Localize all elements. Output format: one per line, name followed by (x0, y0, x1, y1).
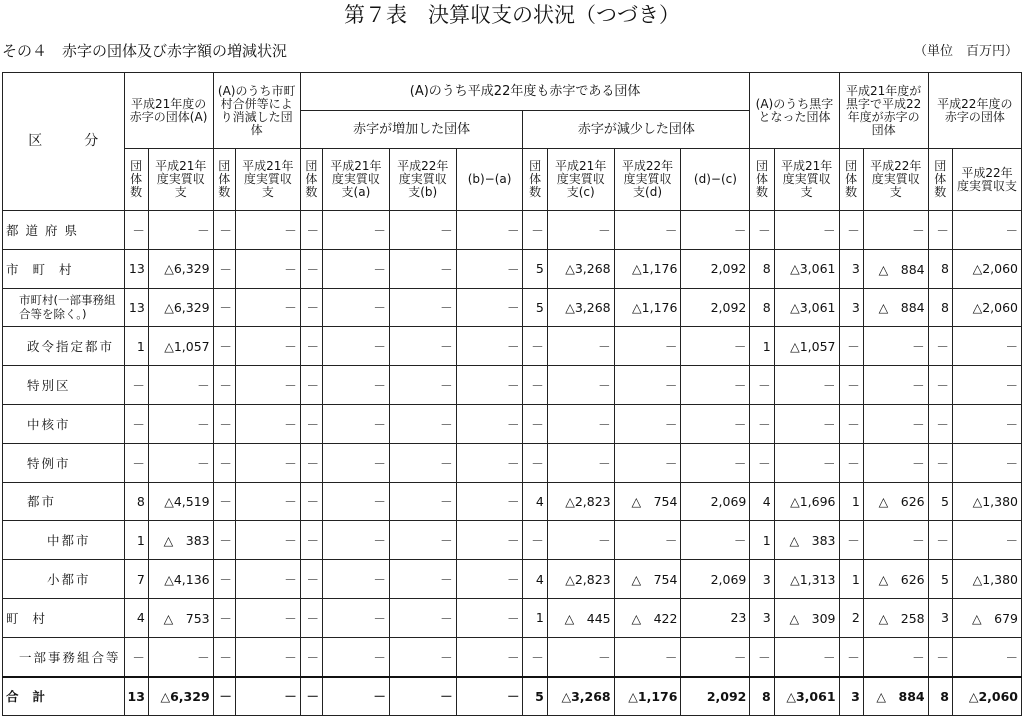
table-cell: － (235, 521, 300, 560)
table-row (3, 404, 1022, 443)
table-cell: － (863, 637, 928, 676)
table-cell: － (124, 211, 148, 250)
table-cell: － (774, 637, 839, 676)
table-cell: － (389, 327, 456, 366)
table-cell: － (323, 637, 390, 676)
table-cell: － (928, 404, 952, 443)
table-cell: － (952, 637, 1021, 676)
table-cell: － (928, 211, 952, 250)
table-cell: － (213, 366, 235, 405)
unit-label: （単位 百万円） (913, 44, 1018, 59)
table-cell: － (300, 211, 322, 250)
table-cell: － (300, 598, 322, 637)
table-cell: 13 (124, 677, 148, 716)
table-cell: － (863, 211, 928, 250)
header-count: 団体数 (124, 149, 148, 211)
header-count: 団体数 (928, 149, 952, 211)
table-cell: － (300, 677, 322, 716)
table-cell: － (681, 366, 750, 405)
table-cell: － (750, 443, 774, 482)
table-cell: － (614, 637, 681, 676)
table-cell: － (523, 404, 547, 443)
table-cell: － (547, 327, 614, 366)
table-cell: 4 (124, 598, 148, 637)
table-cell: － (213, 404, 235, 443)
table-cell: － (839, 637, 863, 676)
table-cell: △ 258 (863, 598, 928, 637)
table-cell: － (614, 404, 681, 443)
table-cell: 4 (523, 482, 547, 521)
table-cell: △3,268 (547, 288, 614, 327)
table-cell: － (681, 443, 750, 482)
header-real21: 平成21年度実質収支 (774, 149, 839, 211)
table-cell: 8 (124, 482, 148, 521)
table-cell: － (523, 521, 547, 560)
table-cell: △2,060 (952, 677, 1021, 716)
table-row (3, 521, 1022, 560)
table-cell: △ 754 (614, 482, 681, 521)
table-cell: 3 (750, 598, 774, 637)
row-label: 一部事務組合等 (3, 637, 125, 676)
table-cell: △1,380 (952, 560, 1021, 599)
table-cell: － (235, 288, 300, 327)
table-cell: － (235, 404, 300, 443)
table-cell: 1 (839, 560, 863, 599)
table-cell: 3 (839, 288, 863, 327)
table-cell: △ 884 (863, 249, 928, 288)
table-cell: － (148, 211, 213, 250)
table-cell: △2,060 (952, 249, 1021, 288)
header-h22-deficit: 平成22年度の赤字の団体 (928, 73, 1021, 149)
table-cell: － (124, 637, 148, 676)
header-real22b: 平成22年度実質収支(b) (389, 149, 456, 211)
table-cell: － (213, 637, 235, 676)
table-cell: 2,092 (681, 249, 750, 288)
table-cell: 2,069 (681, 482, 750, 521)
table-cell: － (774, 404, 839, 443)
table-cell: － (213, 211, 235, 250)
table-cell: － (614, 211, 681, 250)
header-real21c: 平成21年度実質収支(c) (547, 149, 614, 211)
table-cell: － (148, 404, 213, 443)
table-cell: △2,823 (547, 482, 614, 521)
table-cell: － (750, 211, 774, 250)
table-cell: 5 (523, 677, 547, 716)
table-cell: － (750, 637, 774, 676)
row-label: 特例市 (3, 443, 125, 482)
table-cell: － (300, 443, 322, 482)
table-cell: 8 (750, 249, 774, 288)
row-label: 中都市 (3, 521, 125, 560)
table-cell: － (124, 443, 148, 482)
row-label: 中核市 (3, 404, 125, 443)
table-cell: △2,060 (952, 288, 1021, 327)
table-cell: △2,823 (547, 560, 614, 599)
table-cell: － (323, 288, 390, 327)
table-cell: － (681, 327, 750, 366)
table-cell: － (750, 366, 774, 405)
header-real21: 平成21年度実質収支 (235, 149, 300, 211)
table-cell: － (614, 443, 681, 482)
header-count: 団体数 (213, 149, 235, 211)
table-cell: － (750, 404, 774, 443)
row-label: 小都市 (3, 560, 125, 599)
table-cell: － (547, 637, 614, 676)
table-cell: 5 (523, 288, 547, 327)
table-cell: － (774, 211, 839, 250)
table-cell: 2,092 (681, 677, 750, 716)
table-cell: △ 753 (148, 598, 213, 637)
table-cell: 23 (681, 598, 750, 637)
table-cell: 8 (750, 677, 774, 716)
table-cell: － (213, 560, 235, 599)
header-real22d: 平成22年度実質収支(d) (614, 149, 681, 211)
table-cell: △1,380 (952, 482, 1021, 521)
table-cell: 5 (523, 249, 547, 288)
table-cell: 2 (839, 598, 863, 637)
table-cell: △3,061 (774, 288, 839, 327)
table-cell: － (863, 443, 928, 482)
header-count: 団体数 (523, 149, 547, 211)
table-cell: － (952, 404, 1021, 443)
table-cell: △ 383 (148, 521, 213, 560)
table-cell: △1,176 (614, 288, 681, 327)
table-cell: △ 754 (614, 560, 681, 599)
table-cell: 8 (750, 288, 774, 327)
table-cell: － (456, 560, 523, 599)
table-cell: 3 (928, 598, 952, 637)
table-cell: － (124, 366, 148, 405)
table-cell: 8 (928, 249, 952, 288)
table-cell: － (456, 211, 523, 250)
table-cell: － (213, 288, 235, 327)
table-cell: － (213, 598, 235, 637)
header-count: 団体数 (750, 149, 774, 211)
table-cell: △1,176 (614, 249, 681, 288)
table-cell: － (547, 404, 614, 443)
table-cell: － (300, 482, 322, 521)
table-cell: － (235, 443, 300, 482)
table-cell: － (300, 288, 322, 327)
table-cell: － (235, 211, 300, 250)
table-cell: △ 422 (614, 598, 681, 637)
header-black: (A)のうち黒字となった団体 (750, 73, 839, 149)
table-cell: － (523, 443, 547, 482)
table-row (3, 598, 1022, 637)
table-row (3, 366, 1022, 405)
table-cell: － (952, 443, 1021, 482)
table-cell: － (839, 443, 863, 482)
table-cell: － (323, 404, 390, 443)
row-label: 政令指定都市 (3, 327, 125, 366)
table-cell: － (235, 677, 300, 716)
table-cell: △4,519 (148, 482, 213, 521)
table-cell: － (839, 404, 863, 443)
table-cell: － (389, 443, 456, 482)
table-cell: － (456, 637, 523, 676)
table-cell: 1 (124, 521, 148, 560)
table-cell: － (300, 249, 322, 288)
table-cell: △1,313 (774, 560, 839, 599)
table-cell: － (523, 366, 547, 405)
row-label: 特別区 (3, 366, 125, 405)
table-cell: △3,268 (547, 677, 614, 716)
table-cell: － (681, 637, 750, 676)
table-cell: 4 (523, 560, 547, 599)
table-cell: － (323, 249, 390, 288)
table-cell: △ 309 (774, 598, 839, 637)
table-cell: － (235, 560, 300, 599)
header-real21a: 平成21年度実質収支(a) (323, 149, 390, 211)
table-cell: － (456, 482, 523, 521)
row-label: 市町村(一部事務組合等を除く。) (3, 288, 125, 327)
table-cell: △1,057 (774, 327, 839, 366)
table-cell: － (300, 521, 322, 560)
table-cell: － (389, 288, 456, 327)
table-cell: － (863, 404, 928, 443)
table-cell: △6,329 (148, 249, 213, 288)
table-row (3, 637, 1022, 676)
table-cell: △1,176 (614, 677, 681, 716)
row-label: 市町村 (3, 249, 125, 288)
header-merged: (A)のうち市町村合併等により消滅した団体 (213, 73, 300, 149)
table-cell: 3 (839, 249, 863, 288)
table-cell: 2,069 (681, 560, 750, 599)
header-h21-deficit: 平成21年度の赤字の団体(A) (124, 73, 213, 149)
table-cell: － (839, 366, 863, 405)
table-cell: － (456, 366, 523, 405)
table-cell: 13 (124, 249, 148, 288)
table-cell: 1 (839, 482, 863, 521)
table-cell: △1,057 (148, 327, 213, 366)
header-decreased: 赤字が減少した団体 (523, 111, 750, 149)
header-count: 団体数 (839, 149, 863, 211)
table-cell: △ 445 (547, 598, 614, 637)
table-cell: △ 626 (863, 482, 928, 521)
table-cell: － (213, 443, 235, 482)
table-cell: － (863, 366, 928, 405)
header-h21-black-h22-red: 平成21年度が黒字で平成22年度が赤字の団体 (839, 73, 928, 149)
header-real22: 平成22年度実質収支 (952, 149, 1021, 211)
table-cell: － (952, 521, 1021, 560)
table-cell: － (614, 366, 681, 405)
table-cell: － (774, 443, 839, 482)
table-cell: － (323, 560, 390, 599)
table-cell: － (300, 366, 322, 405)
table-cell: － (389, 211, 456, 250)
table-cell: － (523, 211, 547, 250)
table-cell: △3,268 (547, 249, 614, 288)
table-cell: 5 (928, 482, 952, 521)
table-cell: △6,329 (148, 288, 213, 327)
table-cell: － (213, 677, 235, 716)
table-row (3, 560, 1022, 599)
table-cell: △3,061 (774, 249, 839, 288)
table-cell: － (389, 637, 456, 676)
table-cell: － (323, 327, 390, 366)
table-cell: － (148, 366, 213, 405)
table-cell: － (213, 327, 235, 366)
table-cell: － (300, 637, 322, 676)
table-cell: － (389, 366, 456, 405)
table-cell: － (456, 598, 523, 637)
table-cell: － (235, 637, 300, 676)
table-cell: △4,136 (148, 560, 213, 599)
deficit-table (2, 72, 1022, 716)
table-body (3, 211, 1022, 716)
table-row (3, 443, 1022, 482)
table-cell: － (952, 366, 1021, 405)
header-real22: 平成22年度実質収支 (863, 149, 928, 211)
table-cell: － (547, 366, 614, 405)
table-cell: － (547, 211, 614, 250)
table-cell: △ 383 (774, 521, 839, 560)
table-row (3, 249, 1022, 288)
table-cell: － (928, 327, 952, 366)
table-cell: － (952, 327, 1021, 366)
table-cell: － (235, 482, 300, 521)
table-cell: 1 (523, 598, 547, 637)
table-cell: 3 (750, 560, 774, 599)
row-label: 都道府県 (3, 211, 125, 250)
table-cell: － (213, 521, 235, 560)
table-cell: － (323, 482, 390, 521)
table-cell: － (456, 521, 523, 560)
header-count: 団体数 (300, 149, 322, 211)
row-label: 町村 (3, 598, 125, 637)
table-row (3, 211, 1022, 250)
table-cell: － (389, 249, 456, 288)
table-cell: － (863, 521, 928, 560)
header-diff-ba: (b)−(a) (456, 149, 523, 211)
table-cell: － (389, 677, 456, 716)
table-cell: － (456, 677, 523, 716)
table-row (3, 482, 1022, 521)
table-cell: － (456, 443, 523, 482)
table-cell: － (952, 211, 1021, 250)
table-cell: － (928, 443, 952, 482)
table-row (3, 288, 1022, 327)
table-cell: 13 (124, 288, 148, 327)
table-cell: － (235, 249, 300, 288)
table-cell: － (300, 404, 322, 443)
table-cell: － (839, 521, 863, 560)
table-cell: △6,329 (148, 677, 213, 716)
table-cell: 1 (750, 521, 774, 560)
table-cell: － (389, 598, 456, 637)
table-cell: － (523, 327, 547, 366)
table-cell: － (300, 327, 322, 366)
table-cell: － (323, 211, 390, 250)
row-label: 合計 (3, 677, 125, 716)
table-cell: － (148, 443, 213, 482)
table-cell: － (928, 521, 952, 560)
table-cell: － (213, 249, 235, 288)
table-cell: － (681, 521, 750, 560)
table-cell: － (456, 327, 523, 366)
table-cell: 2,092 (681, 288, 750, 327)
table-cell: － (547, 521, 614, 560)
table-cell: － (456, 404, 523, 443)
table-cell: － (389, 560, 456, 599)
table-cell: － (213, 482, 235, 521)
table-cell: － (124, 404, 148, 443)
table-cell: 1 (750, 327, 774, 366)
table-cell: △3,061 (774, 677, 839, 716)
table-cell: － (323, 443, 390, 482)
table-cell: － (389, 521, 456, 560)
table-cell: － (323, 598, 390, 637)
table-cell: － (300, 560, 322, 599)
table-cell: － (323, 677, 390, 716)
table-cell: － (614, 521, 681, 560)
row-label: 都市 (3, 482, 125, 521)
table-cell: － (235, 598, 300, 637)
table-cell: － (456, 249, 523, 288)
table-subtitle: その４ 赤字の団体及び赤字額の増減状況 (2, 42, 288, 60)
table-cell: 3 (839, 677, 863, 716)
header-diff-dc: (d)−(c) (681, 149, 750, 211)
table-cell: － (148, 637, 213, 676)
table-row (3, 327, 1022, 366)
table-cell: － (928, 637, 952, 676)
table-cell: △ 884 (863, 288, 928, 327)
header-real21: 平成21年度実質収支 (148, 149, 213, 211)
table-cell: － (681, 404, 750, 443)
table-cell: 1 (124, 327, 148, 366)
table-cell: － (863, 327, 928, 366)
table-cell: 5 (928, 560, 952, 599)
table-cell: － (523, 637, 547, 676)
table-cell: △1,696 (774, 482, 839, 521)
table-cell: － (235, 366, 300, 405)
table-cell: 8 (928, 288, 952, 327)
table-cell: － (928, 366, 952, 405)
table-cell: － (774, 366, 839, 405)
table-cell: － (547, 443, 614, 482)
table-cell: － (323, 366, 390, 405)
table-cell: － (456, 288, 523, 327)
table-cell: － (614, 327, 681, 366)
table-cell: 4 (750, 482, 774, 521)
header-still-deficit: (A)のうち平成22年度も赤字である団体 (300, 73, 750, 111)
table-cell: － (681, 211, 750, 250)
table-cell: － (839, 327, 863, 366)
table-cell: － (323, 521, 390, 560)
page-title: 第７表 決算収支の状況（つづき） (344, 3, 680, 27)
table-cell: － (839, 211, 863, 250)
table-cell: 8 (928, 677, 952, 716)
table-cell: △ 679 (952, 598, 1021, 637)
table-cell: － (389, 482, 456, 521)
table-cell: 7 (124, 560, 148, 599)
header-increased: 赤字が増加した団体 (300, 111, 523, 149)
table-cell: － (389, 404, 456, 443)
table-cell: △ 626 (863, 560, 928, 599)
header-category: 区 分 (3, 73, 125, 211)
table-cell: － (235, 327, 300, 366)
table-cell: △ 884 (863, 677, 928, 716)
